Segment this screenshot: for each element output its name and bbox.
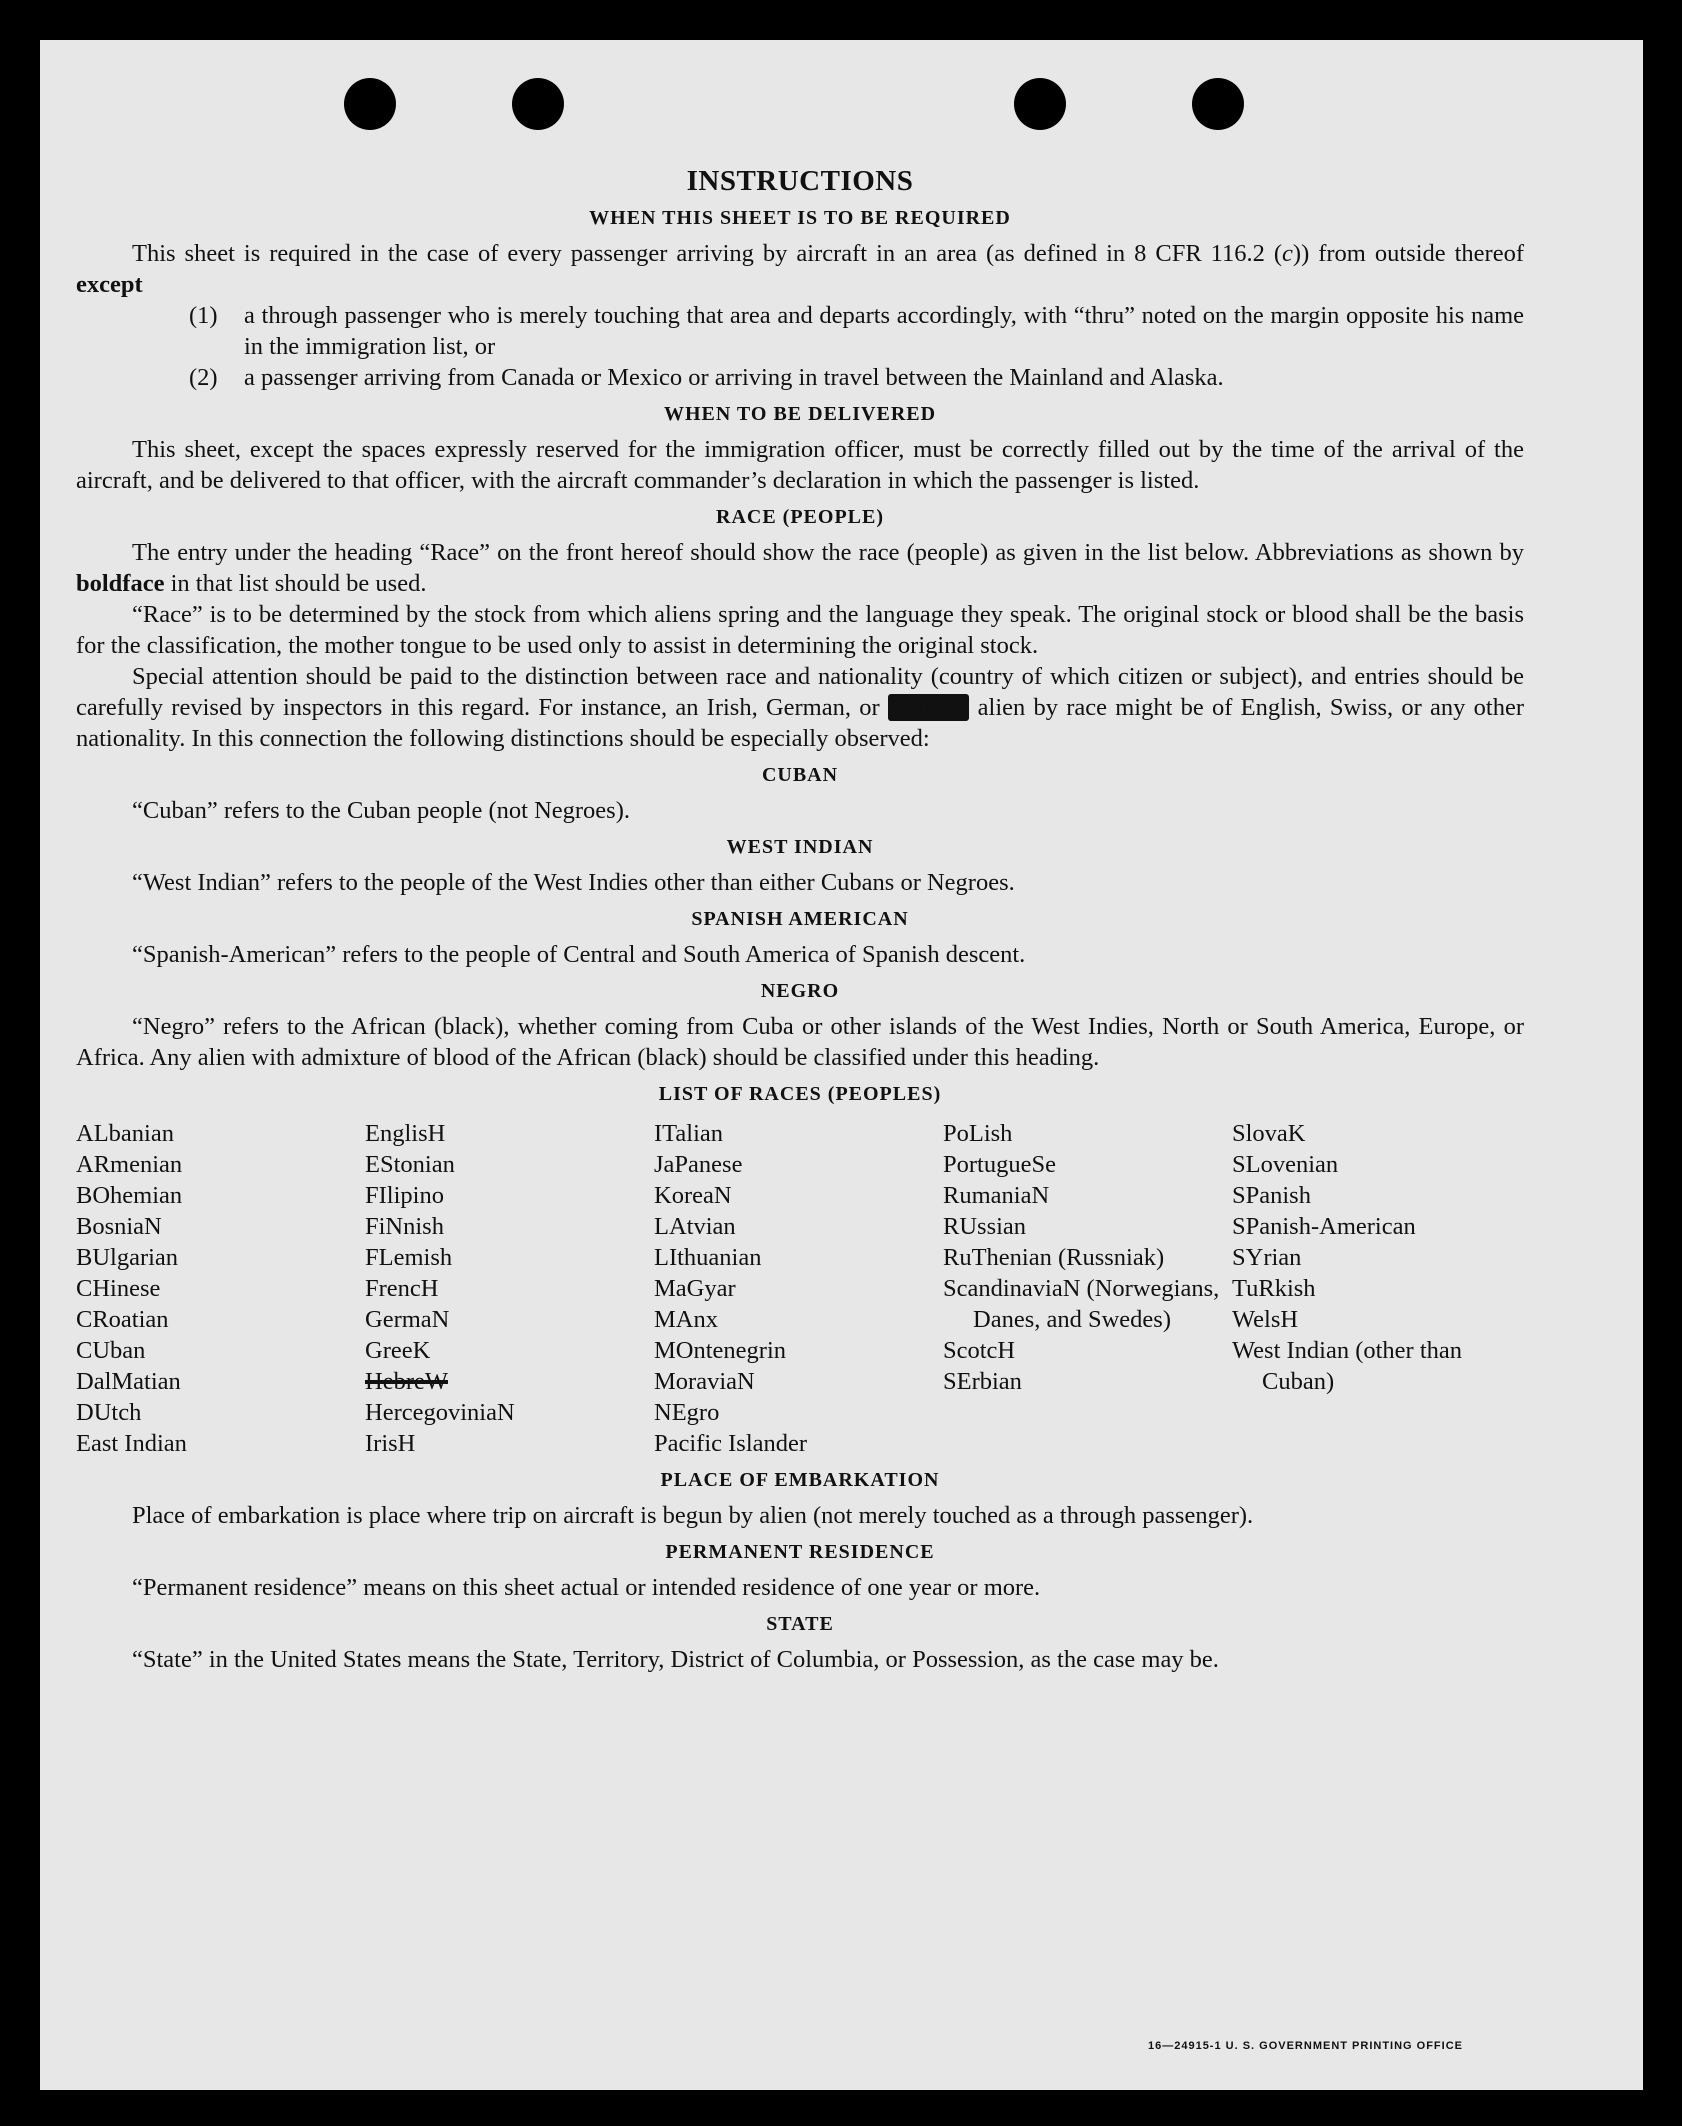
race-entry: ScotcH <box>943 1337 1016 1364</box>
race-entry: HebreW <box>365 1368 448 1395</box>
race-entry: FiNnish <box>365 1213 444 1240</box>
exception-number: (1) <box>189 302 218 329</box>
race-entry: LIthuanian <box>654 1244 762 1271</box>
race-entry: East Indian <box>76 1430 187 1457</box>
races-column <box>76 1118 365 1459</box>
race-entry: JaPanese <box>654 1151 743 1178</box>
race-entry: LAtvian <box>654 1213 736 1240</box>
race-entry: FrencH <box>365 1275 439 1302</box>
negro-paragraph: “Negro” refers to the African (black), whether coming from Cuba or other islands of the West Indies, North or South America, Europe, or Africa. Any alien with admixture of blood of the African (black) should be classified under this heading. <box>76 1013 1524 1071</box>
races-column <box>365 1118 654 1459</box>
race-entry: HercegoviniaN <box>365 1399 515 1426</box>
race-entry: PortugueSe <box>943 1151 1056 1178</box>
race-entry: EnglisH <box>365 1120 446 1147</box>
embarkation-paragraph: Place of embarkation is place where trip on aircraft is begun by alien (not merely touched as a through passenger). <box>132 1502 1254 1529</box>
race-entry: SlovaK <box>1232 1120 1306 1147</box>
race-text-a: The entry under the heading “Race” on the front hereof should show the race (people) as given in the list below. Abbreviations as shown by <box>132 539 1524 566</box>
delivered-paragraph: This sheet, except the spaces expressly reserved for the immigration officer, must be correctly filled out by the time of the arrival of the aircraft, and be delivered to that officer, with the aircraft commander’s declaration in which the passenger is listed. <box>76 436 1524 494</box>
residence-paragraph: “Permanent residence” means on this sheet actual or intended residence of one year or more. <box>132 1574 1041 1601</box>
required-paragraph <box>76 238 1524 300</box>
races-column <box>943 1118 1232 1459</box>
section-heading-state: STATE <box>766 1613 834 1635</box>
exception-text: a through passenger who is merely touching that area and departs accordingly, with “thru” noted on the margin opposite his name in the immigration list, or <box>244 302 1524 360</box>
race-entry: CHinese <box>76 1275 161 1302</box>
required-except: except <box>76 271 143 298</box>
race-entry: SLovenian <box>1232 1151 1339 1178</box>
printer-imprint: 16—24915-1 U. S. GOVERNMENT PRINTING OFFICE <box>1147 2040 1463 2052</box>
race-entry: BUlgarian <box>76 1244 179 1271</box>
race-entry: CRoatian <box>76 1306 169 1333</box>
race-entry: KoreaN <box>654 1182 732 1209</box>
race-entry: PoLish <box>943 1120 1013 1147</box>
race-entry: ARmenian <box>76 1151 183 1178</box>
exception-item <box>76 362 1524 393</box>
race-text-b: in that list should be used. <box>164 570 427 597</box>
race-entry: EStonian <box>365 1151 455 1178</box>
race-entry: RUssian <box>943 1213 1027 1240</box>
instructions-body <box>76 166 1524 1675</box>
race-entry: RuThenian (Russniak) <box>943 1244 1165 1271</box>
race-entry: TuRkish <box>1232 1275 1316 1302</box>
punch-hole <box>1014 78 1066 130</box>
section-heading-delivered: WHEN TO BE DELIVERED <box>663 403 937 425</box>
section-heading-spanish-american: SPANISH AMERICAN <box>691 908 909 930</box>
race-entry: WelsH <box>1232 1306 1299 1333</box>
required-text-b: )) from outside thereof <box>1292 240 1524 267</box>
race-paragraph-1 <box>76 537 1524 599</box>
section-heading-negro: NEGRO <box>760 980 840 1002</box>
race-entry: ALbanian <box>76 1120 174 1147</box>
punch-hole <box>344 78 396 130</box>
races-list <box>76 1118 1524 1459</box>
race-paragraph-3 <box>76 661 1524 754</box>
page-title: INSTRUCTIONS <box>686 165 914 197</box>
state-paragraph: “State” in the United States means the State, Territory, District of Columbia, or Possession, as the case may be. <box>132 1646 1219 1673</box>
section-heading-required: WHEN THIS SHEET IS TO BE REQUIRED <box>589 207 1011 229</box>
race-entry: CUban <box>76 1337 146 1364</box>
section-heading-west-indian: WEST INDIAN <box>726 836 874 858</box>
race-entry: SYrian <box>1232 1244 1302 1271</box>
race-entry: MaGyar <box>654 1275 736 1302</box>
section-heading-embarkation: PLACE OF EMBARKATION <box>660 1469 940 1491</box>
required-text-a: This sheet is required in the case of every passenger arriving by aircraft in an area (as defined in 8 CFR 116.2 ( <box>132 240 1283 267</box>
race-entry: MOntenegrin <box>654 1337 786 1364</box>
race-entry: GreeK <box>365 1337 431 1364</box>
race-entry: DUtch <box>76 1399 142 1426</box>
race-text-d: alien by race might be of English, Swiss, or any other nationality. In this connection the following distinctions should be especially observed: <box>76 694 1524 752</box>
west-indian-paragraph: “West Indian” refers to the people of the West Indies other than either Cubans or Negroes. <box>132 869 1015 896</box>
race-text-c: Special attention should be paid to the distinction between race and nationality (country of which citizen or subject), and entries should be carefully revised by inspectors in this regard. For instance, an Irish, German, or <box>76 663 1524 721</box>
race-entry: BosniaN <box>76 1213 162 1240</box>
race-entry: FIlipino <box>365 1182 444 1209</box>
section-heading-list: LIST OF RACES (PEOPLES) <box>658 1083 942 1105</box>
race-entry: MAnx <box>654 1306 718 1333</box>
punch-hole <box>1192 78 1244 130</box>
race-entry: RumaniaN <box>943 1182 1050 1209</box>
section-heading-race: RACE (PEOPLE) <box>716 506 884 528</box>
races-column <box>1232 1118 1521 1459</box>
race-entry: BOhemian <box>76 1182 183 1209</box>
race-entry: ITalian <box>654 1120 724 1147</box>
race-entry: SPanish-American <box>1232 1213 1416 1240</box>
race-paragraph-2: “Race” is to be determined by the stock from which aliens spring and the language they speak. The original stock or blood shall be the basis for the classification, the mother tongue to be used only to assist in determining the original stock. <box>76 601 1524 659</box>
race-entry: MoraviaN <box>654 1368 755 1395</box>
race-entry: GermaN <box>365 1306 450 1333</box>
race-entry: West Indian (other than Cuban) <box>1232 1337 1463 1395</box>
race-entry: Pacific Islander <box>654 1430 808 1457</box>
race-entry: FLemish <box>365 1244 453 1271</box>
race-entry: DalMatian <box>76 1368 181 1395</box>
spanish-american-paragraph: “Spanish-American” refers to the people of Central and South America of Spanish descent. <box>132 941 1026 968</box>
exception-item <box>76 300 1524 362</box>
exception-text: a passenger arriving from Canada or Mexico or arriving in travel between the Mainland and Alaska. <box>244 364 1224 391</box>
race-entry: SErbian <box>943 1368 1022 1395</box>
race-entry: SPanish <box>1232 1182 1311 1209</box>
required-text-c: c <box>1282 240 1293 267</box>
races-column <box>654 1118 943 1459</box>
race-entry: IrisH <box>365 1430 416 1457</box>
document-sheet <box>40 40 1643 2090</box>
race-entry: ScandinaviaN (Norwegians, Danes, and Swedes) <box>943 1275 1220 1333</box>
cuban-paragraph: “Cuban” refers to the Cuban people (not Negroes). <box>132 797 630 824</box>
punch-hole <box>512 78 564 130</box>
race-entry: NEgro <box>654 1399 720 1426</box>
section-heading-cuban: CUBAN <box>761 764 839 786</box>
redacted-word: Hebrew <box>889 694 968 721</box>
race-boldface: boldface <box>76 570 165 597</box>
section-heading-residence: PERMANENT RESIDENCE <box>665 1541 935 1563</box>
exception-number: (2) <box>189 364 218 391</box>
